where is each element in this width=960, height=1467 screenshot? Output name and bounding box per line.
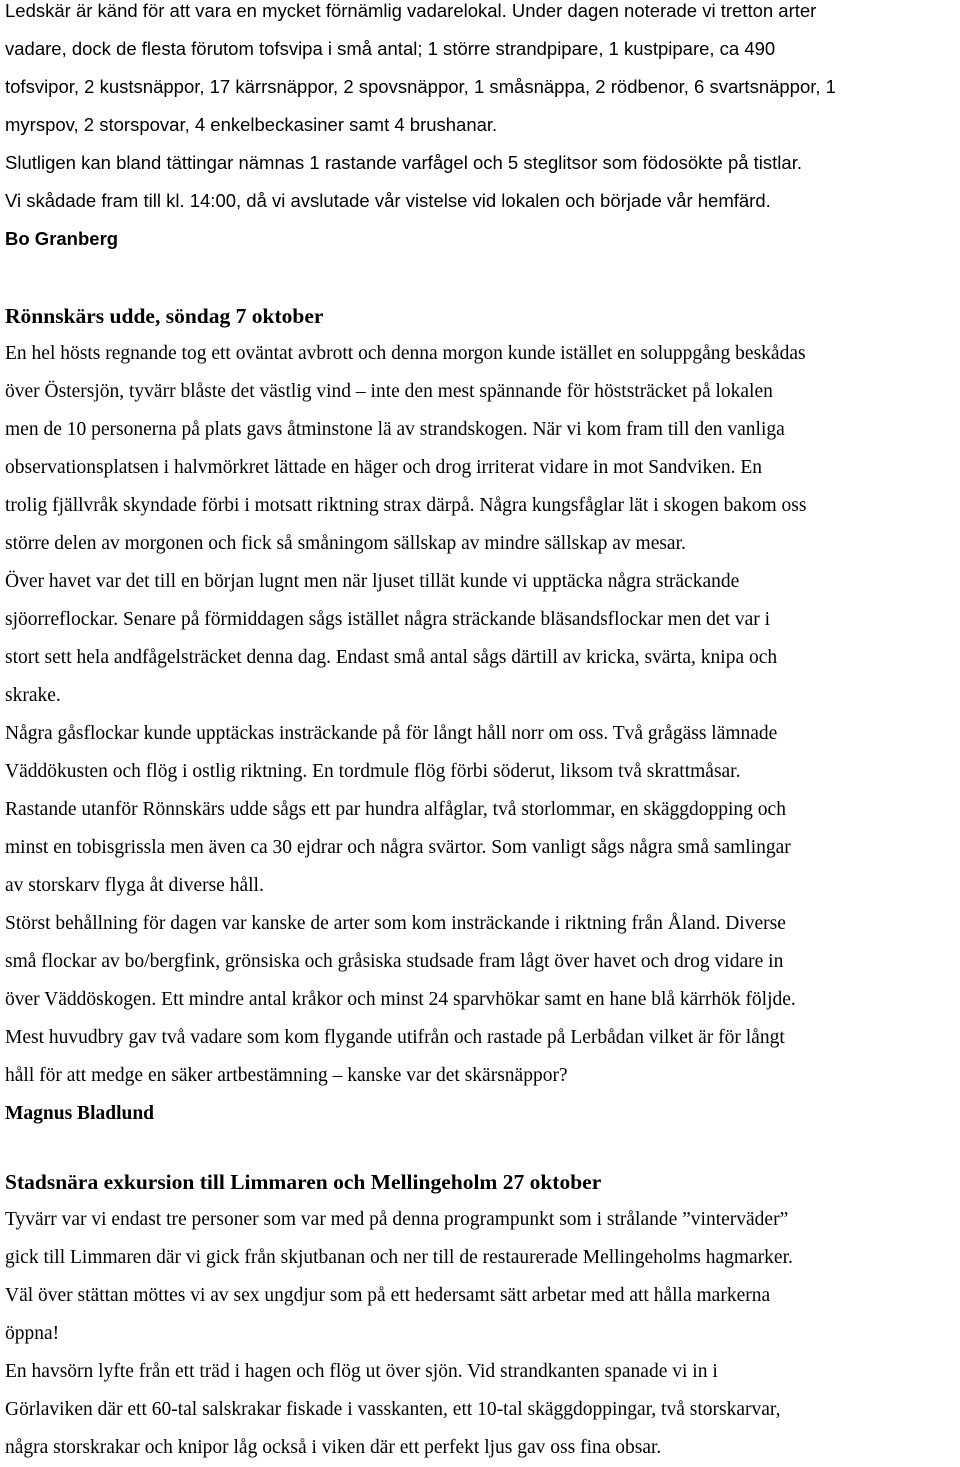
paragraph-line: Görlaviken där ett 60-tal salskrakar fiskade i vasskanten, ett 10-tal skäggdoppingar, två storskarvar, xyxy=(5,1399,781,1420)
paragraph-line: trolig fjällvråk skyndade förbi i motsatt riktning strax därpå. Några kungsfåglar lät i skogen bakom oss xyxy=(5,495,807,516)
section-limmaren-mellingeholm xyxy=(5,1163,955,1467)
paragraph-line: minst en tobisgrissla men även ca 30 ejdrar och några svärtor. Som vanligt sågs några små samlingar xyxy=(5,837,791,858)
author-signature: Magnus Bladlund xyxy=(5,1103,155,1124)
paragraph-line: Slutligen kan bland tättingar nämnas 1 rastande varfågel och 5 steglitsor som födosökte på tistlar. xyxy=(5,152,802,173)
paragraph-line: men de 10 personerna på plats gavs åtminstone lä av strandskogen. När vi kom fram till den vanliga xyxy=(5,419,785,440)
author-signature: Bo Granberg xyxy=(5,228,119,249)
paragraph-line: observationsplatsen i halvmörkret lättade en häger och drog irriterat vidare in mot Sandviken. En xyxy=(5,457,763,478)
paragraph-line: Mest huvudbry gav två vadare som kom flygande utifrån och rastade på Lerbådan vilket är för långt xyxy=(5,1027,785,1048)
paragraph-line: större delen av morgonen och fick så småningom sällskap av mindre sällskap av mesar. xyxy=(5,533,686,554)
paragraph-line: öppna! xyxy=(5,1323,60,1344)
section-spacer xyxy=(5,258,955,297)
document-page xyxy=(5,0,955,1467)
paragraph-line: En havsörn lyfte från ett träd i hagen och flög ut över sjön. Vid strandkanten spanade vi in i xyxy=(5,1361,718,1382)
paragraph-line: myrspov, 2 storspovar, 4 enkelbeckasiner samt 4 brushanar. xyxy=(5,114,498,135)
section-heading: Stadsnära exkursion till Limmaren och Mellingeholm 27 oktober xyxy=(5,1170,602,1194)
paragraph-line: Störst behållning för dagen var kanske de arter som kom insträckande i riktning från Åland. Diverse xyxy=(5,913,786,934)
paragraph-line: Några gåsflockar kunde upptäckas insträckande på för långt håll norr om oss. Två grågäss lämnade xyxy=(5,723,778,744)
paragraph-line: Rastande utanför Rönnskärs udde sågs ett par hundra alfåglar, två storlommar, en skäggdopping och xyxy=(5,799,786,820)
paragraph-line: några storskrakar och knipor låg också i viken där ett perfekt ljus gav oss fina obsar. xyxy=(5,1437,662,1458)
paragraph-line: stort sett hela andfågelsträcket denna dag. Endast små antal sågs därtill av kricka, svärta, knipa och xyxy=(5,647,778,668)
paragraph-line: Väl över stättan möttes vi av sex ungdjur som på ett hedersamt sätt arbetar med att hålla markerna xyxy=(5,1285,771,1306)
paragraph-line: över Väddöskogen. Ett mindre antal kråkor och minst 24 sparvhökar samt en hane blå kärrhök följde. xyxy=(5,989,796,1010)
paragraph-line: Vi skådade fram till kl. 14:00, då vi avslutade vår vistelse vid lokalen och började vår hemfärd. xyxy=(5,190,771,211)
section-heading: Rönnskärs udde, söndag 7 oktober xyxy=(5,304,324,328)
paragraph-line: skrake. xyxy=(5,685,61,706)
section-ledskar xyxy=(5,0,955,258)
section-spacer xyxy=(5,1133,955,1163)
section-ronnskars-udde xyxy=(5,297,955,1133)
paragraph-line: Ledskär är känd för att vara en mycket förnämlig vadarelokal. Under dagen noterade vi tretton arter xyxy=(5,0,817,21)
paragraph-line: tofsvipor, 2 kustsnäppor, 17 kärrsnäppor, 2 spovsnäppor, 1 småsnäppa, 2 rödbenor, 6 svartsnäppor, 1 xyxy=(5,76,836,97)
paragraph-line: Över havet var det till en början lugnt men när ljuset tillät kunde vi upptäcka några sträckande xyxy=(5,571,740,592)
paragraph-line: En hel hösts regnande tog ett oväntat avbrott och denna morgon kunde istället en soluppgång beskådas xyxy=(5,343,806,364)
paragraph-line: av storskarv flyga åt diverse håll. xyxy=(5,875,264,896)
paragraph-line: sjöorreflockar. Senare på förmiddagen sågs istället några sträckande bläsandsflockar men det var i xyxy=(5,609,771,630)
paragraph-line: vadare, dock de flesta förutom tofsvipa i små antal; 1 större strandpipare, 1 kustpipare, ca 490 xyxy=(5,38,776,59)
paragraph-line: små flockar av bo/bergfink, grönsiska och gråsiska studsade fram lågt över havet och drog vidare in xyxy=(5,951,784,972)
paragraph-line: Väddökusten och flög i ostlig riktning. En tordmule flög förbi söderut, liksom två skrattmåsar. xyxy=(5,761,741,782)
paragraph-line: över Östersjön, tyvärr blåste det västlig vind – inte den mest spännande för höststräcket på lokalen xyxy=(5,381,773,402)
paragraph-line: gick till Limmaren där vi gick från skjutbanan och ner till de restaurerade Mellingeholms hagmarker. xyxy=(5,1247,793,1268)
paragraph-line: Tyvärr var vi endast tre personer som var med på denna programpunkt som i strålande ”vinterväder” xyxy=(5,1209,789,1230)
paragraph-line: håll för att medge en säker artbestämning – kanske var det skärsnäppor? xyxy=(5,1065,568,1086)
